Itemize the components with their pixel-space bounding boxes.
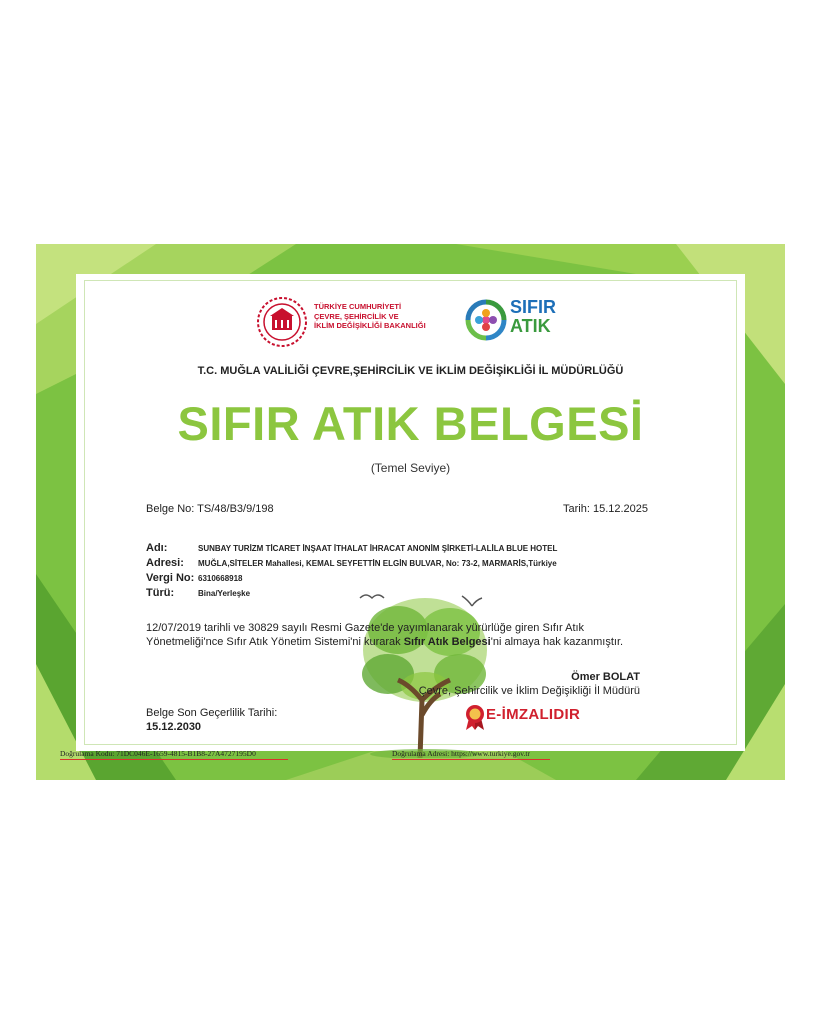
ministry-line-3: İKLİM DEĞİŞİKLİĞİ BAKANLIĞI [314,321,426,330]
sifir-atik-wordmark [510,298,556,336]
statement-line-1: 12/07/2019 tarihli ve 30829 sayılı Resmi Gazete'de yayımlanarak yürürlüğe giren Sıfır Atık [146,622,585,634]
ministry-line-2: ÇEVRE, ŞEHİRCİLİK VE [314,311,399,321]
tax-number-label: Vergi No: [146,572,195,584]
type-label: Türü: [146,587,175,599]
sifir-word: SIFIR [510,297,557,317]
directorate-heading: T.C. MUĞLA VALİLİĞİ ÇEVRE,ŞEHİRCİLİK VE İKLİM DEĞİŞİKLİĞİ İL MÜDÜRLÜĞÜ [197,365,624,377]
certificate-level: (Temel Seviye) [370,461,451,475]
name-value: SUNBAY TURİZM TİCARET İNŞAAT İTHALAT İHRACAT ANONİM ŞİRKETİ-LALİLA BLUE HOTEL [198,544,558,553]
verification-code: Doğrulama Kodu: 71DC046E-1659-4815-B1B8-27A4727195D0 [60,749,256,758]
atik-word: ATIK [510,316,551,336]
statement-certificate-name: Sıfır Atık Belgesi [403,636,491,648]
esign-label: E-İMZALIDIR [486,706,581,723]
issue-date: Tarih: 15.12.2025 [563,503,649,515]
type-value: Bina/Yerleşke [198,589,251,598]
statement-line-2 [146,635,666,649]
validity-label: Belge Son Geçerlilik Tarihi: [146,707,278,719]
verification-address: Doğrulama Adresi: https://www.turkiye.gov.tr [392,749,530,758]
recycle-tree-illustration [350,590,500,758]
esign-badge-icon [464,704,486,730]
address-value: MUĞLA,SİTELER Mahallesi, KEMAL SEYFETTİN ELGİN BULVAR, No: 73-2, MARMARİS,Türkiye [198,559,557,568]
sifir-atik-logo-icon [464,298,508,342]
tax-number-value: 6310668918 [198,574,243,583]
name-label: Adı: [146,542,168,554]
validity-date: 15.12.2030 [146,721,202,733]
signer-name: Ömer BOLAT [571,671,640,683]
ministry-emblem-icon [256,296,308,348]
certificate-title: SIFIR ATIK BELGESİ [177,397,644,450]
certificate-statement [146,621,666,649]
certificate [36,244,785,780]
signer-title: Çevre, Şehircilik ve İklim Değişikliği İl Müdürü [418,685,640,697]
verification-address-underline [392,759,550,760]
statement-line-2-end: 'ni almaya hak kazanmıştır. [490,636,624,648]
certificate-number: Belge No: TS/48/B3/9/198 [146,503,274,515]
statement-line-2-start: Yönetmeliği'nce Sıfır Atık Yönetim Sistemi'ni kurarak [146,636,404,648]
verification-code-underline [60,759,288,760]
ministry-line-1: TÜRKİYE CUMHURİYETİ [314,302,402,311]
ministry-name [314,302,426,331]
address-label: Adresi: [146,557,184,569]
